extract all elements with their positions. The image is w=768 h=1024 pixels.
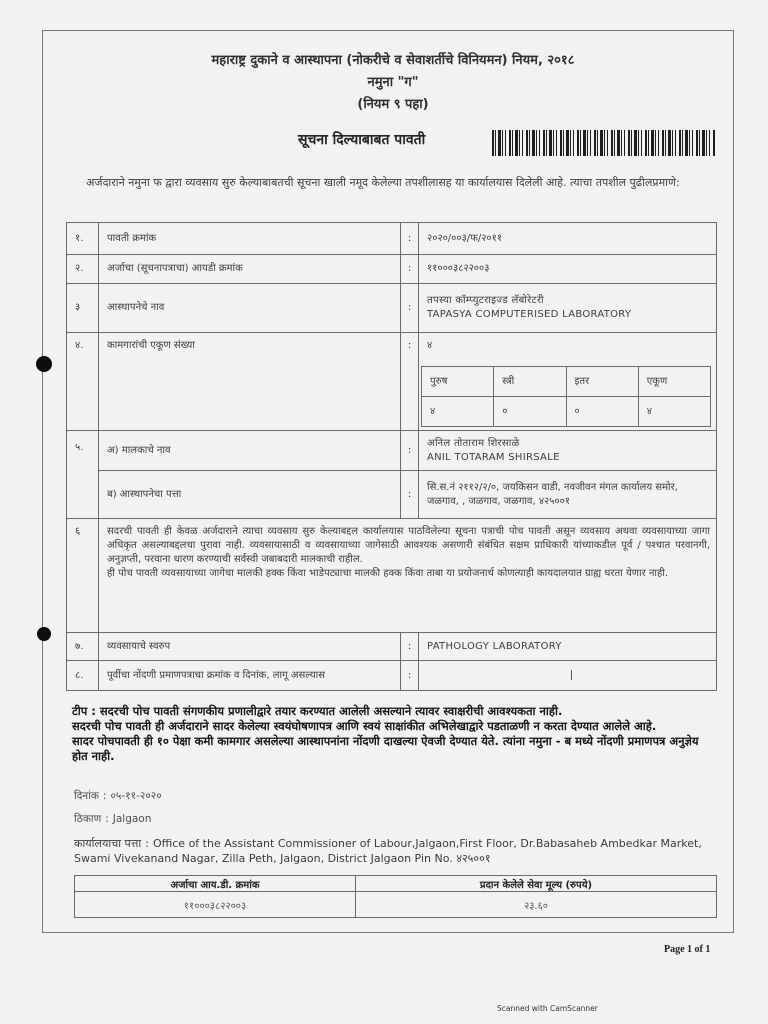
owner-name-english: ANIL TOTARAM SHIRSALE xyxy=(427,451,560,463)
establishment-name-english: TAPASYA COMPUTERISED LABORATORY xyxy=(427,309,632,320)
row-label: ब) आस्थापनेचा पत्ता xyxy=(99,471,401,519)
row-separator: : xyxy=(401,284,419,333)
total-header: एकूण xyxy=(638,367,710,397)
fee-table xyxy=(74,875,717,918)
row-number: ४. xyxy=(67,333,99,431)
previous-registration-value xyxy=(419,661,717,691)
application-id-value: ११०००३८२२००३ xyxy=(419,255,717,284)
note-paragraph: सादर पोचपावती ही १० पेक्षा कमी कामगार असलेल्या आस्थापनांना नोंदणी दाखल्या ऐवजी देण्यात येते. त्यांना नमुना - ब मध्ये नोंदणी प्रमाणपत्र अनुज्ञेय होत नाही. xyxy=(72,734,699,763)
disclaimer-cell xyxy=(99,519,717,633)
worker-count-cell xyxy=(419,333,717,431)
date-value: ०५-११-२०२० xyxy=(110,790,162,802)
row-label: अ) मालकाचे नाव xyxy=(99,431,401,471)
date-separator: : xyxy=(102,790,107,802)
owner-name-cell xyxy=(419,431,717,471)
note-paragraph: सदरची पोच पावती ही अर्जदाराने सादर केलेल्या स्वयंघोषणापत्र आणि स्वयं साक्षांकीत अभिलेखाद्वारे पडताळणी न करता देण्यात आलेले आहे. xyxy=(72,719,657,733)
row-number: ७. xyxy=(67,633,99,661)
table-row xyxy=(75,892,717,918)
application-id-header: अर्जाचा आय.डी. क्रमांक xyxy=(75,876,356,892)
page-number: Page 1 of 1 xyxy=(664,944,711,955)
table-row xyxy=(67,255,717,284)
table-row xyxy=(67,519,717,633)
receipt-title: सूचना दिल्याबाबत पावती xyxy=(298,132,426,148)
row-separator: : xyxy=(401,471,419,519)
establishment-name-marathi: तपस्या कॉम्प्युटराइज्ड लॅबोरेटरी xyxy=(427,295,544,306)
note-block xyxy=(72,704,718,764)
row-number: ५. xyxy=(67,431,99,519)
row-separator: : xyxy=(401,255,419,284)
office-label: कार्यालयाचा पत्ता xyxy=(74,837,142,850)
place-line xyxy=(74,812,151,826)
place-separator: : xyxy=(105,813,109,825)
row-label: अर्जाचा (सूचनापत्राचा) आयडी क्रमांक xyxy=(99,255,401,284)
punch-hole xyxy=(37,627,51,641)
scan-mark xyxy=(571,670,572,680)
place-value: Jalgaon xyxy=(112,813,152,825)
fee-table-header xyxy=(75,876,717,892)
office-address xyxy=(74,836,722,866)
business-type-value: PATHOLOGY LABORATORY xyxy=(419,633,717,661)
table-row xyxy=(67,333,717,431)
row-label: पावती क्रमांक xyxy=(99,223,401,255)
application-id-cell: ११०००३८२२००३ xyxy=(75,892,356,918)
rule-reference: (नियम ९ पहा) xyxy=(357,97,429,112)
row-label: व्यवसायाचे स्वरुप xyxy=(99,633,401,661)
row-number: ३ xyxy=(67,284,99,333)
details-table xyxy=(66,222,717,691)
row-separator: : xyxy=(401,661,419,691)
female-count: ० xyxy=(494,397,566,427)
note-paragraph: टीप : सदरची पोच पावती संगणकीय प्रणालीद्वारे तयार करण्यात आलेली असल्याने त्यावर स्वाक्षरीची आवश्यकता नाही. xyxy=(72,704,563,718)
total-count: ४ xyxy=(638,397,710,427)
establishment-address: सि.स.नं २११२/२/०, जयकिसन वाडी, नवजीवन मंगल कार्यालय समोर, जळगाव, , जळगाव, जळगाव, ४२५००१ xyxy=(419,471,717,519)
disclaimer-paragraph: ही पोच पावती व्यवसायाच्या जागेचा मालकी हक्क किंवा भाडेपट्याचा मालकी हक्क किंवा ताबा या प्रयोजनार्थ कोणत्याही कायदालयात ग्राह्य धरता येणार नाही. xyxy=(107,568,669,579)
row-separator: : xyxy=(401,431,419,471)
breakdown-header-row xyxy=(422,367,711,397)
breakdown-value-row xyxy=(422,397,711,427)
intro-paragraph: अर्जदाराने नमुना फ द्वारा व्यवसाय सुरु केल्याबाबतची सूचना खाली नमूद केलेल्या तपशीलासह या कार्यालयास दिलेली आहे. त्याचा तपशील पुढीलप्रमाणे: xyxy=(86,176,680,189)
form-name: नमुना "ग" xyxy=(367,75,419,90)
worker-count-total: ४ xyxy=(427,340,433,351)
table-row xyxy=(67,284,717,333)
table-row xyxy=(67,471,717,519)
place-label: ठिकाण xyxy=(74,813,102,825)
table-row xyxy=(67,223,717,255)
establishment-name-cell xyxy=(419,284,717,333)
row-separator: : xyxy=(401,223,419,255)
office-value: Office of the Assistant Commissioner of Labour,Jalgaon,First Floor, Dr.Babasaheb Ambedkar Market, Swami Vivekanand Nagar, Zilla Peth, Jalgaon, District Jalgaon Pin No. ४२५००१ xyxy=(74,837,702,865)
row-label: आस्थापनेचे नाव xyxy=(99,284,401,333)
row-label: कामगारांची एकूण संख्या xyxy=(99,333,401,431)
row-label: पूर्वीचा नोंदणी प्रमाणपत्राचा क्रमांक व दिनांक, लागू असल्यास xyxy=(99,661,401,691)
service-fee-cell: २३.६० xyxy=(356,892,717,918)
other-header: इतर xyxy=(566,367,638,397)
row-number: ६ xyxy=(67,519,99,633)
male-count: ४ xyxy=(422,397,494,427)
service-fee-header: प्रदान केलेले सेवा मूल्य (रुपये) xyxy=(356,876,717,892)
rule-title: महाराष्ट्र दुकाने व आस्थापना (नोकरीचे व सेवाशर्तीचे विनियमन) नियम, २०१८ xyxy=(211,53,575,68)
owner-name-marathi: अनिल तोताराम शिरसाळे xyxy=(427,437,520,449)
scanner-watermark: Scanned with CamScanner xyxy=(497,1004,598,1013)
receipt-number-value: २०२०/००३/फ/२०११ xyxy=(419,223,717,255)
barcode xyxy=(492,130,716,156)
date-label: दिनांक xyxy=(74,790,99,802)
male-header: पुरुष xyxy=(422,367,494,397)
date-line xyxy=(74,789,162,803)
other-count: ० xyxy=(566,397,638,427)
table-row xyxy=(67,633,717,661)
disclaimer-paragraph: सदरची पावती ही केवळ अर्जदाराने त्याचा व्यवसाय सुरु केल्याबद्दल कार्यालयास पाठविलेल्या सूचना पत्राची पोच पावती असून व्यवसाय अथवा व्यवसायाच्या जागा अधिकृत असल्याबद्दलचा पुरावा नाही. व्यवसायासाठी व व्यवसायाच्या जागेसाठी आवश्यक असणारी संबंधित सक्षम प्राधिकारी यांच्याकडील पूर्व / पश्चात परवानगी, अनुज्ञप्ती, परवाना धारण करण्याची सर्वस्वी जबाबदारी मालकाची राहील. xyxy=(107,526,710,565)
row-number: २. xyxy=(67,255,99,284)
row-number: ८. xyxy=(67,661,99,691)
table-row xyxy=(67,661,717,691)
row-number: १. xyxy=(67,223,99,255)
row-separator: : xyxy=(401,633,419,661)
worker-breakdown-table xyxy=(421,366,711,427)
office-separator: : xyxy=(145,837,149,850)
table-row xyxy=(67,431,717,471)
punch-hole xyxy=(36,356,52,372)
row-separator: : xyxy=(401,333,419,431)
female-header: स्त्री xyxy=(494,367,566,397)
